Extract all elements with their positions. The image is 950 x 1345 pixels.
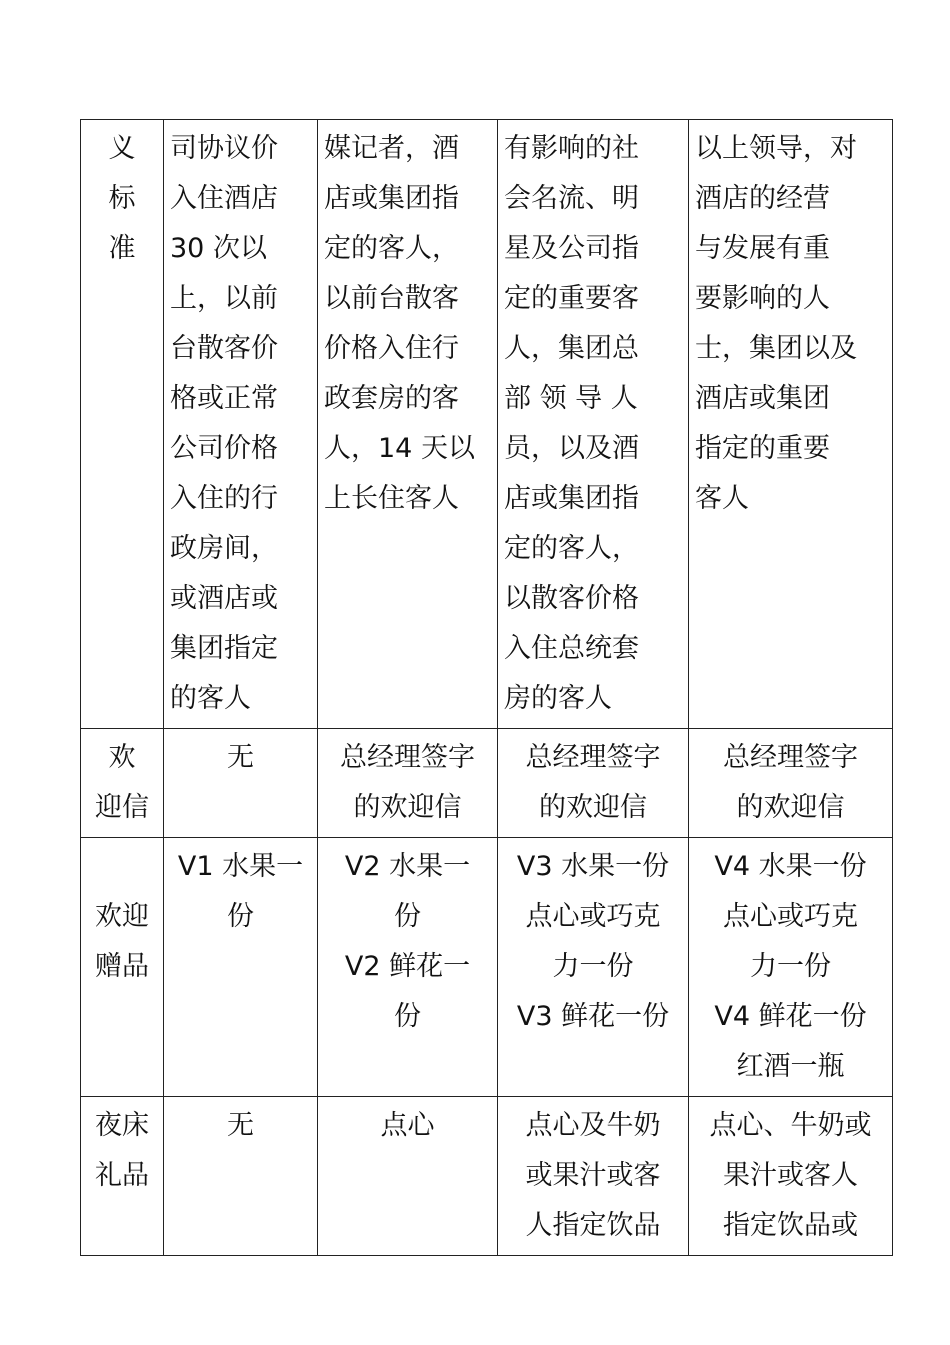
- cell-turndown-gift-v2: 点心: [318, 1097, 498, 1256]
- row-label-welcome-gift: 欢迎 赠品: [81, 838, 164, 1097]
- cell-welcome-letter-v3: 总经理签字 的欢迎信: [498, 729, 689, 838]
- row-label-welcome-letter: 欢 迎信: [81, 729, 164, 838]
- cell-welcome-letter-v4: 总经理签字 的欢迎信: [689, 729, 893, 838]
- table-row-welcome-gift: [81, 838, 893, 1097]
- table-row-turndown-gift: [81, 1097, 893, 1256]
- row-label-turndown-gift: 夜床 礼品: [81, 1097, 164, 1256]
- vip-service-table: [80, 119, 893, 1256]
- cell-definition-v3: 有影响的社 会名流、明 星及公司指 定的重要客 人，集团总 部 领 导 人 员，以及酒 店或集团指 定的客人， 以散客价格 入住总统套 房的客人: [498, 120, 689, 729]
- cell-welcome-gift-v1: V1 水果一 份: [164, 838, 318, 1097]
- cell-welcome-gift-v3: V3 水果一份 点心或巧克 力一份 V3 鲜花一份: [498, 838, 689, 1097]
- cell-welcome-letter-v2: 总经理签字 的欢迎信: [318, 729, 498, 838]
- row-label-definition: 义 标 准: [81, 120, 164, 729]
- cell-turndown-gift-v1: 无: [164, 1097, 318, 1256]
- cell-definition-v1: 司协议价 入住酒店 30 次以 上，以前 台散客价 格或正常 公司价格 入住的行 政房间， 或酒店或 集团指定 的客人: [164, 120, 318, 729]
- cell-definition-v4: 以上领导，对 酒店的经营 与发展有重 要影响的人 士，集团以及 酒店或集团 指定的重要 客人: [689, 120, 893, 729]
- cell-turndown-gift-v3: 点心及牛奶 或果汁或客 人指定饮品: [498, 1097, 689, 1256]
- table-row-definition: [81, 120, 893, 729]
- cell-welcome-letter-v1: 无: [164, 729, 318, 838]
- cell-welcome-gift-v4: V4 水果一份 点心或巧克 力一份 V4 鲜花一份 红酒一瓶: [689, 838, 893, 1097]
- cell-welcome-gift-v2: V2 水果一 份 V2 鲜花一 份: [318, 838, 498, 1097]
- cell-turndown-gift-v4: 点心、牛奶或 果汁或客人 指定饮品或: [689, 1097, 893, 1256]
- cell-definition-v2: 媒记者，酒 店或集团指 定的客人， 以前台散客 价格入住行 政套房的客 人，14 天以 上长住客人: [318, 120, 498, 729]
- table-row-welcome-letter: [81, 729, 893, 838]
